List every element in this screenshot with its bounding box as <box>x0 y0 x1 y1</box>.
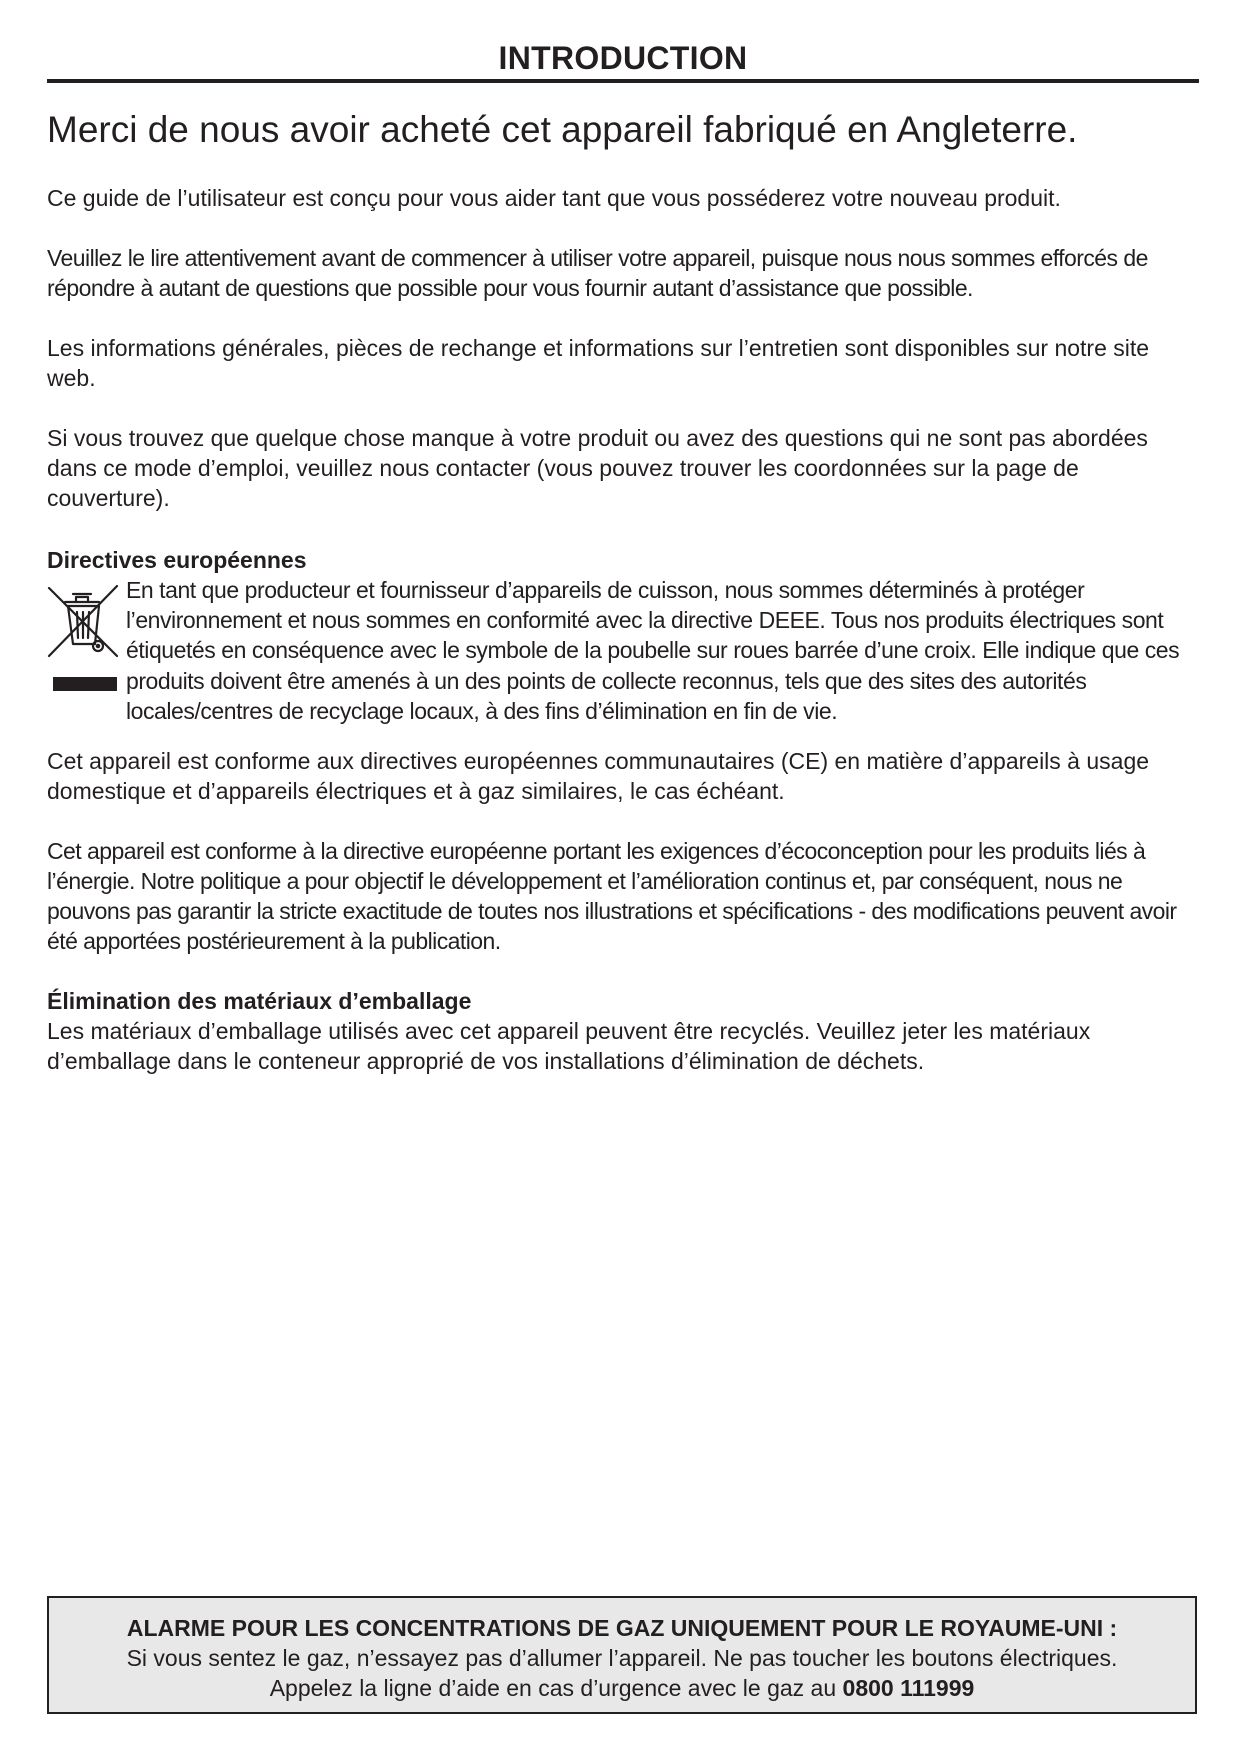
gas-alarm-line-1: Si vous sentez le gaz, n’essayez pas d’allumer l’appareil. Ne pas toucher les boutons électriques. <box>126 1645 1118 1671</box>
ecodesign-paragraph: Cet appareil est conforme à la directive européenne portant les exigences d’écoconception pour les produits liés à l’énergie. Notre politique a pour objectif le développement et l’amélioration continus et, par conséquent, nous ne pouvons pas garantir la stricte exactitude de toutes nos illustrations et spécifications - des modifications peuvent avoir été apportées postérieurement à la publication. <box>47 838 1177 954</box>
ce-paragraph: Cet appareil est conforme aux directives européennes communautaires (CE) en matière d’appareils à usage domestique et d’appareils électriques et à gaz similaires, le cas échéant. <box>47 748 1150 804</box>
paragraph-website: Les informations générales, pièces de rechange et informations sur l’entretien sont disponibles sur notre site web. <box>47 335 1150 391</box>
packaging-heading: Élimination des matériaux d’emballage <box>47 988 472 1014</box>
directives-heading: Directives européennes <box>47 547 307 573</box>
gas-alarm-line-2 <box>49 1673 1195 1703</box>
emergency-phone-number: 0800 111999 <box>842 1675 975 1701</box>
title-underline <box>47 79 1199 83</box>
weee-paragraph: En tant que producteur et fournisseur d’appareils de cuisson, nous sommes déterminés à protéger l’environnement et nous sommes en conformité avec la directive DEEE. Tous nos produits électriques sont étiquetés en conséquence avec le symbole de la poubelle sur roues barrée d’une croix. Elle indique que ces produits doivent être amenés à un des points de collecte reconnus, tels que des sites des autorités locales/centres de recyclage locaux, à des fins d’élimination en fin de vie. <box>126 577 1180 724</box>
packaging-paragraph: Les matériaux d’emballage utilisés avec cet appareil peuvent être recyclés. Veuillez jeter les matériaux d’emballage dans le conteneur approprié de vos installations d’élimination de déchets. <box>47 1018 1091 1074</box>
gas-alarm-title: ALARME POUR LES CONCENTRATIONS DE GAZ UNIQUEMENT POUR LE ROYAUME-UNI : <box>126 1615 1118 1641</box>
crossed-out-wheelie-bin-icon <box>47 582 119 694</box>
paragraph-read-carefully: Veuillez le lire attentivement avant de commencer à utiliser votre appareil, puisque nous nous sommes efforcés de répondre à autant de questions que possible pour vous fournir autant d’assistance que possible. <box>47 245 1148 301</box>
paragraph-guide: Ce guide de l’utilisateur est conçu pour vous aider tant que vous posséderez votre nouveau produit. <box>47 185 1061 211</box>
lead-heading: Merci de nous avoir acheté cet appareil fabriqué en Angleterre. <box>47 109 1078 150</box>
gas-alarm-box <box>47 1596 1197 1714</box>
paragraph-contact: Si vous trouvez que quelque chose manque à votre produit ou avez des questions qui ne sont pas abordées dans ce mode d’emploi, veuillez nous contacter (vous pouvez trouver les coordonnées sur la page de couverture). <box>47 425 1148 511</box>
gas-alarm-line-2-text: Appelez la ligne d’aide en cas d’urgence avec le gaz au <box>269 1675 843 1701</box>
section-title: INTRODUCTION <box>498 40 748 76</box>
